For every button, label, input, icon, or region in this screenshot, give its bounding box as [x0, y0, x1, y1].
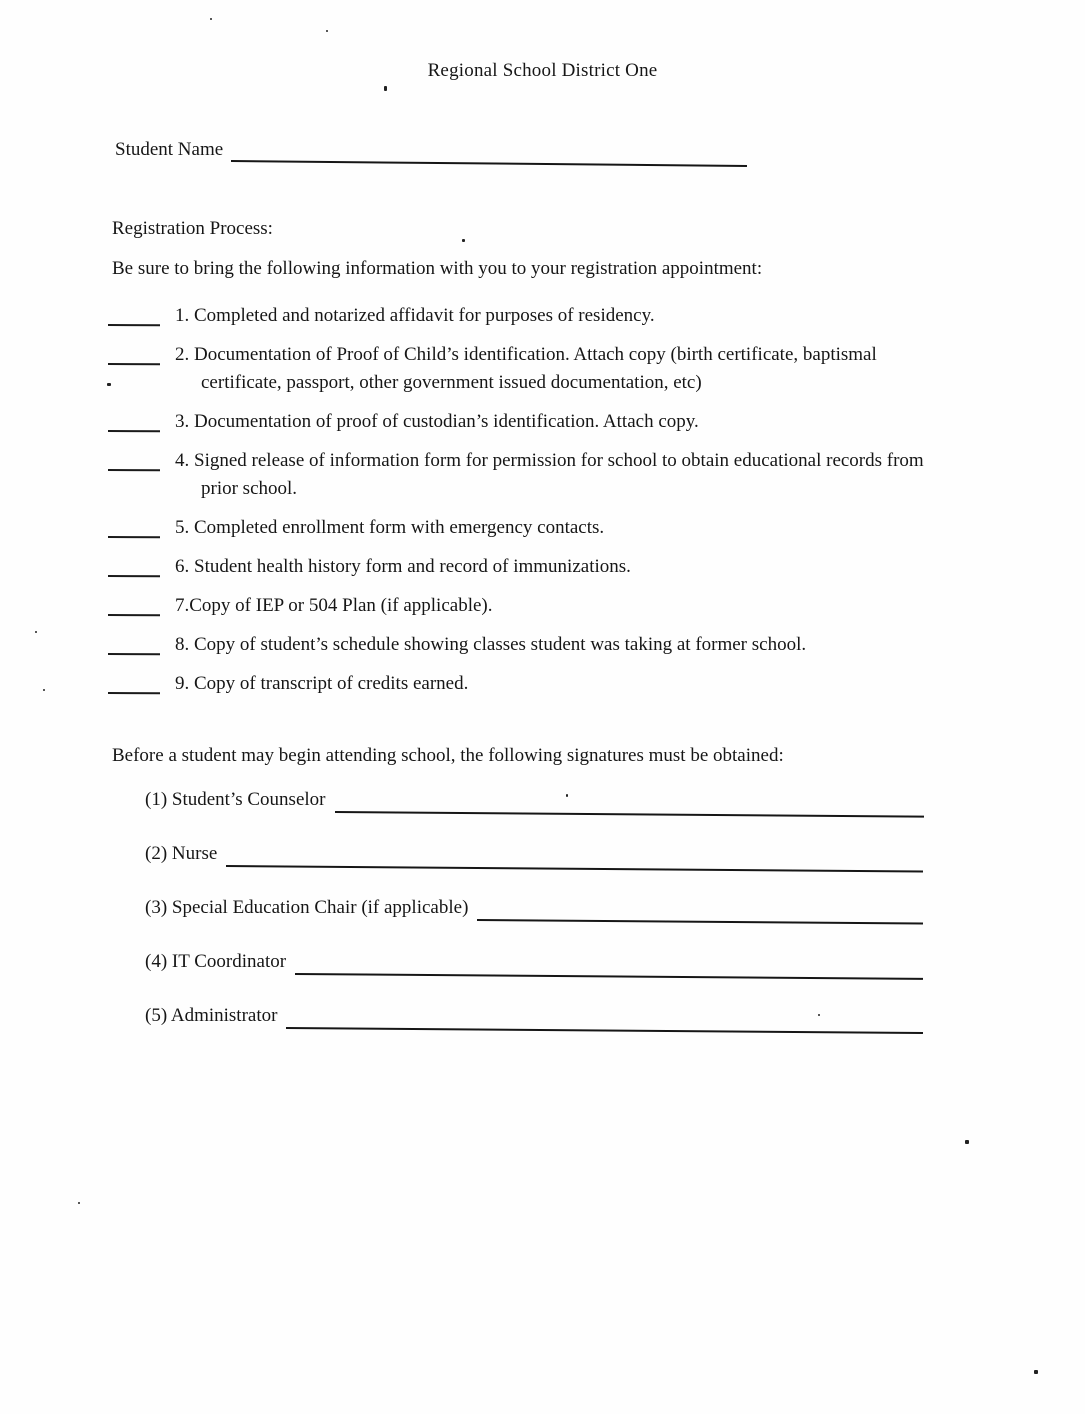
checklist-item-text: 6. Student health history form and record of immunizations.	[175, 556, 631, 577]
checklist-item-text: 3. Documentation of proof of custodian’s identification. Attach copy.	[175, 411, 699, 432]
checklist-item	[108, 302, 958, 330]
checklist-item-text: 1. Completed and notarized affidavit for purposes of residency.	[175, 305, 655, 326]
scan-speck	[965, 1140, 969, 1144]
scan-speck	[43, 689, 45, 691]
checklist-item-text: 8. Copy of student’s schedule showing classes student was taking at former school.	[175, 634, 807, 655]
form-title: Regional School District One	[427, 60, 658, 81]
scan-speck	[35, 631, 37, 633]
registration-checklist	[108, 302, 958, 709]
checklist-intro: Be sure to bring the following information with you to your registration appointment:	[112, 258, 763, 279]
checkmark-blank-line	[108, 341, 160, 365]
signature-blank-line	[226, 840, 923, 872]
section-heading: Registration Process:	[112, 218, 273, 239]
signature-blank-line	[295, 948, 923, 980]
checklist-item	[108, 447, 958, 503]
checklist-item-text: 9. Copy of transcript of credits earned.	[175, 673, 469, 694]
signature-label: (4) IT Coordinator	[145, 951, 287, 972]
scan-speck	[326, 30, 328, 32]
signature-row	[145, 1002, 923, 1030]
student-name-blank-line	[231, 136, 747, 167]
signature-label: (1) Student’s Counselor	[145, 789, 326, 810]
signature-blank-line	[335, 786, 924, 818]
checklist-item	[108, 341, 958, 397]
signature-row	[145, 786, 923, 814]
scan-speck	[462, 239, 465, 242]
signature-label: (3) Special Education Chair (if applicable)	[145, 897, 469, 918]
signature-row	[145, 840, 923, 868]
checklist-item-text: 4. Signed release of information form for permission for school to obtain educational records from prior school.	[175, 450, 924, 499]
signature-blank-line	[477, 894, 923, 924]
checkmark-blank-line	[108, 514, 160, 538]
student-name-label: Student Name	[115, 139, 224, 160]
scan-speck	[78, 1202, 80, 1204]
checklist-item	[108, 408, 958, 436]
checkmark-blank-line	[108, 631, 160, 655]
checkmark-blank-line	[108, 670, 160, 694]
checkmark-blank-line	[108, 553, 160, 577]
checkmark-blank-line	[108, 447, 160, 471]
signature-row	[145, 948, 923, 976]
signature-row	[145, 894, 923, 922]
signature-label: (5) Administrator	[145, 1005, 278, 1026]
checklist-item	[108, 553, 958, 581]
scan-speck	[1034, 1370, 1038, 1374]
scan-speck	[107, 383, 111, 386]
checklist-item-text: 2. Documentation of Proof of Child’s identification. Attach copy (birth certificate, baptismal certificate, passport, other government issued documentation, etc)	[175, 344, 877, 393]
checkmark-blank-line	[108, 592, 160, 616]
checkmark-blank-line	[108, 408, 160, 432]
scan-speck	[210, 18, 212, 20]
scan-speck	[566, 794, 568, 797]
checklist-item	[108, 592, 958, 620]
checklist-item-text: 5. Completed enrollment form with emergency contacts.	[175, 517, 605, 538]
signatures-intro: Before a student may begin attending school, the following signatures must be obtained:	[112, 745, 784, 766]
scan-speck	[818, 1014, 820, 1016]
checklist-item	[108, 514, 958, 542]
signature-blank-line	[286, 1002, 923, 1034]
signature-list	[145, 786, 923, 1056]
scan-speck	[384, 86, 387, 91]
signature-label: (2) Nurse	[145, 843, 218, 864]
checkmark-blank-line	[108, 302, 160, 326]
checklist-item	[108, 631, 958, 659]
student-name-row	[115, 136, 747, 164]
checklist-item	[108, 670, 958, 698]
checklist-item-text: 7.Copy of IEP or 504 Plan (if applicable).	[175, 595, 493, 616]
